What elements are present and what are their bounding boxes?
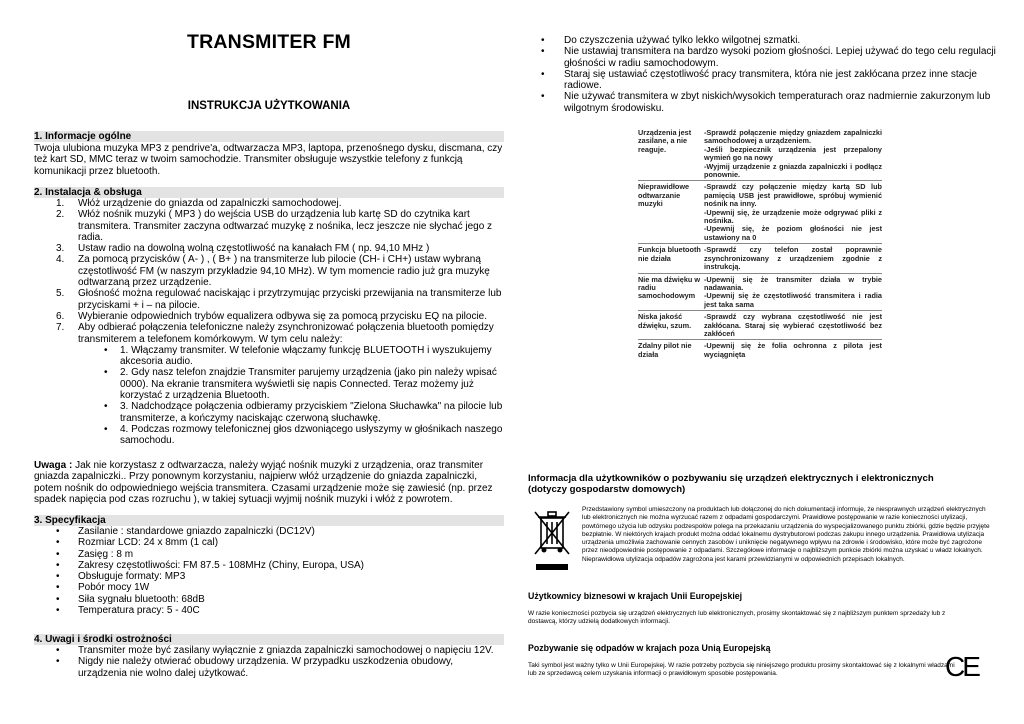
warning-label: Uwaga : <box>34 460 73 471</box>
bullet-icon: • <box>56 656 60 668</box>
solution-line: -Jeśli bezpiecznik urządzenia jest przepalony wymień go na nowy <box>704 144 882 163</box>
troubleshooting-row <box>638 243 882 272</box>
step-text: Włóż nośnik muzyki ( MP3 ) do wejścia USB do urządzenia lub kartę SD do czytnika kart transmitera. Transmiter zaczyna odtwarzać muzykę z nośnika, lecz jeszcze nie słychać jego z radia. <box>78 209 493 243</box>
substep-text: 2. Gdy nasz telefon znajdzie Transmiter parujemy urządzenia (jako pin należy wpisać 0000). Na ekranie transmitera wyświetli się napis Connected. Teraz możemy już korzystać z urządzenia Bluetooth. <box>120 367 497 402</box>
install-steps <box>34 198 504 345</box>
safety-item <box>34 645 504 656</box>
substep-text: 4. Podczas rozmowy telefonicznej głos dzwoniącego usłyszymy w głośnikach naszego samochodu. <box>120 423 503 447</box>
install-step <box>34 198 504 209</box>
bullet-icon: • <box>541 68 545 80</box>
safety-list-continued <box>528 35 998 114</box>
step-text: Ustaw radio na dowolną wolną częstotliwość na kanałach FM ( np. 94,10 MHz ) <box>78 243 430 255</box>
substep-text: 3. Nadchodzące połączenia odbieramy przyciskiem "Zielona Słuchawka" na pilocie lub transmiterze, a kończymy naciskając czerwoną słuchawkę. <box>120 401 503 424</box>
substep-text: 1. Włączamy transmiter. W telefonie włączamy funkcję BLUETOOTH i wyszukujemy akcesoria audio. <box>120 344 492 368</box>
troubleshooting-table <box>638 127 882 360</box>
step-number: 2. <box>56 209 65 221</box>
spec-list <box>34 526 504 616</box>
section-heading: 4. Uwagi i środki ostrożności <box>34 634 504 645</box>
safety-item <box>34 656 504 679</box>
solution-line: -Upewnij się że częstotliwość transmitera i radia jest taka sama <box>704 291 882 309</box>
step-number: 3. <box>56 243 65 255</box>
bullet-icon: • <box>56 645 60 656</box>
solution-cell <box>704 276 882 310</box>
spec-item-text: Siła sygnału bluetooth: 68dB <box>78 593 205 605</box>
weee-text: Przedstawiony symbol umieszczony na produktach lub dołączonej do nich dokumentacji informuje, że niesprawnych urządzeń elektrycznych lub elektronicznych nie można wyrzucać razem z odpadami gospodarczymi. Prawidłowe postępowanie w razie konieczności utylizacji, powtórnego użycia lub odzysku podzespołów polega na przekazaniu urządzenia do wyspecjalizowanego punktu zbiórki, gdzie będzie przyjęte bezpłatnie. W niektórych krajach produkt można oddać lokalnemu dystrybutorowi podczas zakupu innego urządzenia. Prawidłowa utylizacja urządzenia umożliwia zachowanie cennych zasobów i uniknięcie negatywnego wpływu na zdrowie i środowisko, które może być zagrożone przez nieodpowiednie postępowanie z odpadami. Szczegółowe informacje o najbliższym punkcie zbiórki można uzyskać u władz lokalnych. Nieprawidłowa utylizacja odpadów zagrożona jest karami przewidzianymi w odpowiednich przepisach lokalnych. <box>582 506 990 563</box>
business-text: W razie konieczności pozbycia się urządzeń elektrycznych lub elektronicznych, prosimy skontaktować się z najbliższym punktem sprzedaży lub z dostawcą, którzy udzielą dodatkowych informacji. <box>528 610 946 626</box>
install-step <box>34 288 504 311</box>
install-step <box>34 243 504 254</box>
bullet-icon: • <box>56 548 60 560</box>
step-text: Włóż urządzenie do gniazda od zapalniczki samochodowej. <box>78 198 342 209</box>
bluetooth-substep <box>34 367 504 401</box>
bullet-icon: • <box>56 526 60 537</box>
step-number: 1. <box>56 198 65 209</box>
spec-item-text: Temperatura pracy: 5 - 40C <box>78 605 200 617</box>
bullet-icon: • <box>56 559 60 571</box>
spec-item-text: Rozmiar LCD: 24 x 8mm (1 cal) <box>78 537 219 549</box>
step-number: 4. <box>56 254 65 266</box>
step-number: 6. <box>56 310 65 322</box>
spec-item-text: Pobór mocy 1W <box>78 582 150 594</box>
solution-cell <box>704 342 882 359</box>
bullet-icon: • <box>541 46 545 58</box>
solution-line: -Sprawdź czy połączenie między kartą SD lub pamięcią USB jest prawidłowe, spróbuj wymienić nośnik na inny. <box>704 182 882 209</box>
bullet-icon: • <box>104 367 108 379</box>
spec-item <box>34 537 504 548</box>
spec-item <box>34 594 504 605</box>
spec-item <box>34 526 504 537</box>
solution-cell <box>704 183 882 242</box>
crossed-out-bin-icon <box>532 508 572 572</box>
section-text: Twoja ulubiona muzyka MP3 z pendrive'a, odtwarzacza MP3, laptopa, przenośnego dysku, discmana, czy też kart SD, MMC teraz w twoim samochodzie. Transmiter obsługuje wszystkie telefony z funkcją komunikacji przez bluetooth. <box>34 143 503 177</box>
bullet-icon: • <box>56 537 60 549</box>
solution-line: -Upewnij się, że urządzenie może odgrywać pliki z nośnika. <box>704 207 882 226</box>
bullet-icon: • <box>541 35 545 46</box>
section-install <box>34 187 504 447</box>
safety-item-text: Do czyszczenia używać tylko lekko wilgotnej szmatki. <box>564 35 801 46</box>
troubleshooting-row <box>638 127 882 180</box>
spec-item <box>34 549 504 560</box>
bullet-icon: • <box>56 571 60 583</box>
install-step <box>34 311 504 322</box>
troubleshooting-row <box>638 339 882 360</box>
step-text: Wybieranie odpowiednich trybów equalizera odbywa się za pomocą przycisku EQ na pilocie. <box>78 310 488 322</box>
section-spec <box>34 515 504 616</box>
bullet-icon: • <box>104 401 108 413</box>
section-safety <box>34 634 504 679</box>
bullet-icon: • <box>56 605 60 617</box>
solution-line: -Upewnij się, że poziom głośności nie jest ustawiony na 0 <box>704 224 882 242</box>
safety-item <box>528 91 998 114</box>
solution-line: -Sprawdź połączenie między gniazdem zapalniczki samochodowej a urządzeniem. <box>704 128 882 146</box>
step-number: 7. <box>56 322 65 334</box>
bullet-icon: • <box>104 423 108 435</box>
problem-cell: Nieprawidłowe odtwarzanie muzyki <box>638 182 690 209</box>
problem-cell: Funkcja bluetooth nie działa <box>638 245 701 263</box>
safety-item <box>528 35 998 46</box>
document-title: TRANSMITER FM <box>187 31 351 53</box>
troubleshooting-row <box>638 273 882 311</box>
outside-eu-heading: Pozbywanie się odpadów w krajach poza Unią Europejską <box>528 643 771 653</box>
safety-list <box>34 645 504 679</box>
bluetooth-substeps <box>34 345 504 447</box>
section-heading: 3. Specyfikacja <box>34 515 504 526</box>
section-heading: 2. Instalacja & obsługa <box>34 187 504 198</box>
solution-cell <box>704 129 882 179</box>
problem-cell: Nie ma dźwięku w radiu samochodowym <box>638 274 701 301</box>
install-step <box>34 209 504 243</box>
spec-item-text: Zakresy częstotliwości: FM 87.5 - 108MHz (Chiny, Europa, USA) <box>78 559 365 571</box>
safety-item-text: Staraj się ustawiać częstotliwość pracy transmitera, która nie jest zakłócana przez inne stacje radiowe. <box>564 68 977 92</box>
spec-item-text: Zasilanie : standardowe gniazdo zapalniczki (DC12V) <box>78 526 315 537</box>
warning-text: Jak nie korzystasz z odtwarzacza, należy wyjąć nośnik muzyki z urządzenia, oraz transmiter gniazda zapalniczki.. Przy ponownym korzystaniu, najpierw włóż urządzenie do gniazda zapalniczki, potem nośnik do odpowiedniego wejścia transmitera. Czasami urządzenie może się zawiesić (np. przez spadek napięcia pod czas rozruchu ), w takiej sytuacji wyjmij nośnik muzyki i włóż z powrotem. <box>34 460 493 505</box>
spec-item-text: Zasięg : 8 m <box>78 548 134 560</box>
safety-item-text: Transmiter może być zasilany wyłącznie z gniazda zapalniczki samochodowej o napięciu 12V. <box>78 645 494 656</box>
bullet-icon: • <box>56 593 60 605</box>
bullet-icon: • <box>541 91 545 103</box>
step-text: Za pomocą przycisków ( A- ) , ( B+ ) na transmiterze lub pilocie (CH- i CH+) ustaw wybraną częstotliwość FM (w naszym przykładzie 94,10 MHz). W tym momencie radio już gra muzykę odtwarzaną przez urządzenie. <box>78 254 490 289</box>
section-heading: 1. Informacje ogólne <box>34 131 504 142</box>
ce-mark-icon: CE <box>945 651 978 682</box>
spec-item <box>34 571 504 582</box>
weee-title: Informacja dla użytkowników o pozbywaniu się urządzeń elektrycznych i elektronicznych (dotyczy gospodarstw domowych) <box>528 473 934 495</box>
problem-cell: Zdalny pilot nie działa <box>638 341 692 359</box>
install-step <box>34 322 504 345</box>
safety-item-text: Nie ustawiaj transmitera na bardzo wysoki poziom głośności. Lepiej używać do tego celu regulacji głośności w radiu samochodowym. <box>564 46 996 69</box>
safety-item-text: Nie używać transmitera w zbyt niskich/wysokich temperaturach oraz nadmiernie zakurzonym lub wilgotnym środowisku. <box>564 91 991 114</box>
business-heading: Użytkownicy biznesowi w krajach Unii Europejskiej <box>528 591 743 601</box>
solution-line: -Upewnij się że transmiter działa w trybie nadawania. <box>704 274 882 292</box>
spec-item <box>34 560 504 571</box>
safety-item-text: Nigdy nie należy otwierać obudowy urządzenia. W przypadku uszkodzenia obudowy, urządzenia nie wolno dalej użytkować. <box>78 656 454 679</box>
troubleshooting-row <box>638 180 882 243</box>
step-number: 5. <box>56 288 65 300</box>
section-general <box>34 131 504 177</box>
document-subtitle: INSTRUKCJA UŻYTKOWANIA <box>187 100 351 112</box>
safety-item <box>528 69 998 92</box>
solution-cell <box>704 246 882 271</box>
bluetooth-substep <box>34 401 504 424</box>
solution-line: -Sprawdź czy wybrana częstotliwość nie jest zakłócana. Staraj się wybierać częstotliwość bez zakłóceń <box>704 312 882 338</box>
spec-item <box>34 582 504 593</box>
outside-eu-text: Taki symbol jest ważny tylko w Unii Europejskej. W razie potrzeby pozbycia się niniejszego produktu prosimy skontaktować się z lokalnymi władzami lub ze sprzedawcą celem uzyskania informacji o prawidłowym sposobie postępowania. <box>528 662 955 678</box>
step-text: Aby odbierać połączenia telefoniczne należy zsynchronizować połączenia bluetooth pomiędzy transmiterem a telefonem komórkowym. W tym celu należy: <box>78 322 494 345</box>
safety-item <box>528 46 998 69</box>
solution-line: -Upewnij się że folia ochronna z pilota jest wyciągnięta <box>704 341 882 359</box>
problem-cell: Urządzenia jest zasilane, a nie reaguje. <box>638 128 692 154</box>
problem-cell: Niska jakość dźwięku, szum. <box>638 312 692 330</box>
bluetooth-substep <box>34 345 504 368</box>
step-text: Głośność można regulować naciskając i przytrzymując przyciski przewijania na transmiterze lub przyciskami + i – na pilocie. <box>78 288 502 311</box>
install-step <box>34 254 504 288</box>
spec-item <box>34 605 504 616</box>
spec-item-text: Obsługuje formaty: MP3 <box>78 571 186 583</box>
solution-line: -Sprawdź czy telefon został poprawnie zsynchronizowany z urządzeniem zgodnie z instrukcją. <box>704 245 882 272</box>
warning-note <box>34 460 504 505</box>
bluetooth-substep <box>34 424 504 447</box>
troubleshooting-row <box>638 310 882 339</box>
solution-cell <box>704 313 882 338</box>
bullet-icon: • <box>56 582 60 594</box>
solution-line: -Wyjmij urządzenie z gniazda zapalniczki i podłącz ponownie. <box>704 161 882 180</box>
bullet-icon: • <box>104 344 108 356</box>
